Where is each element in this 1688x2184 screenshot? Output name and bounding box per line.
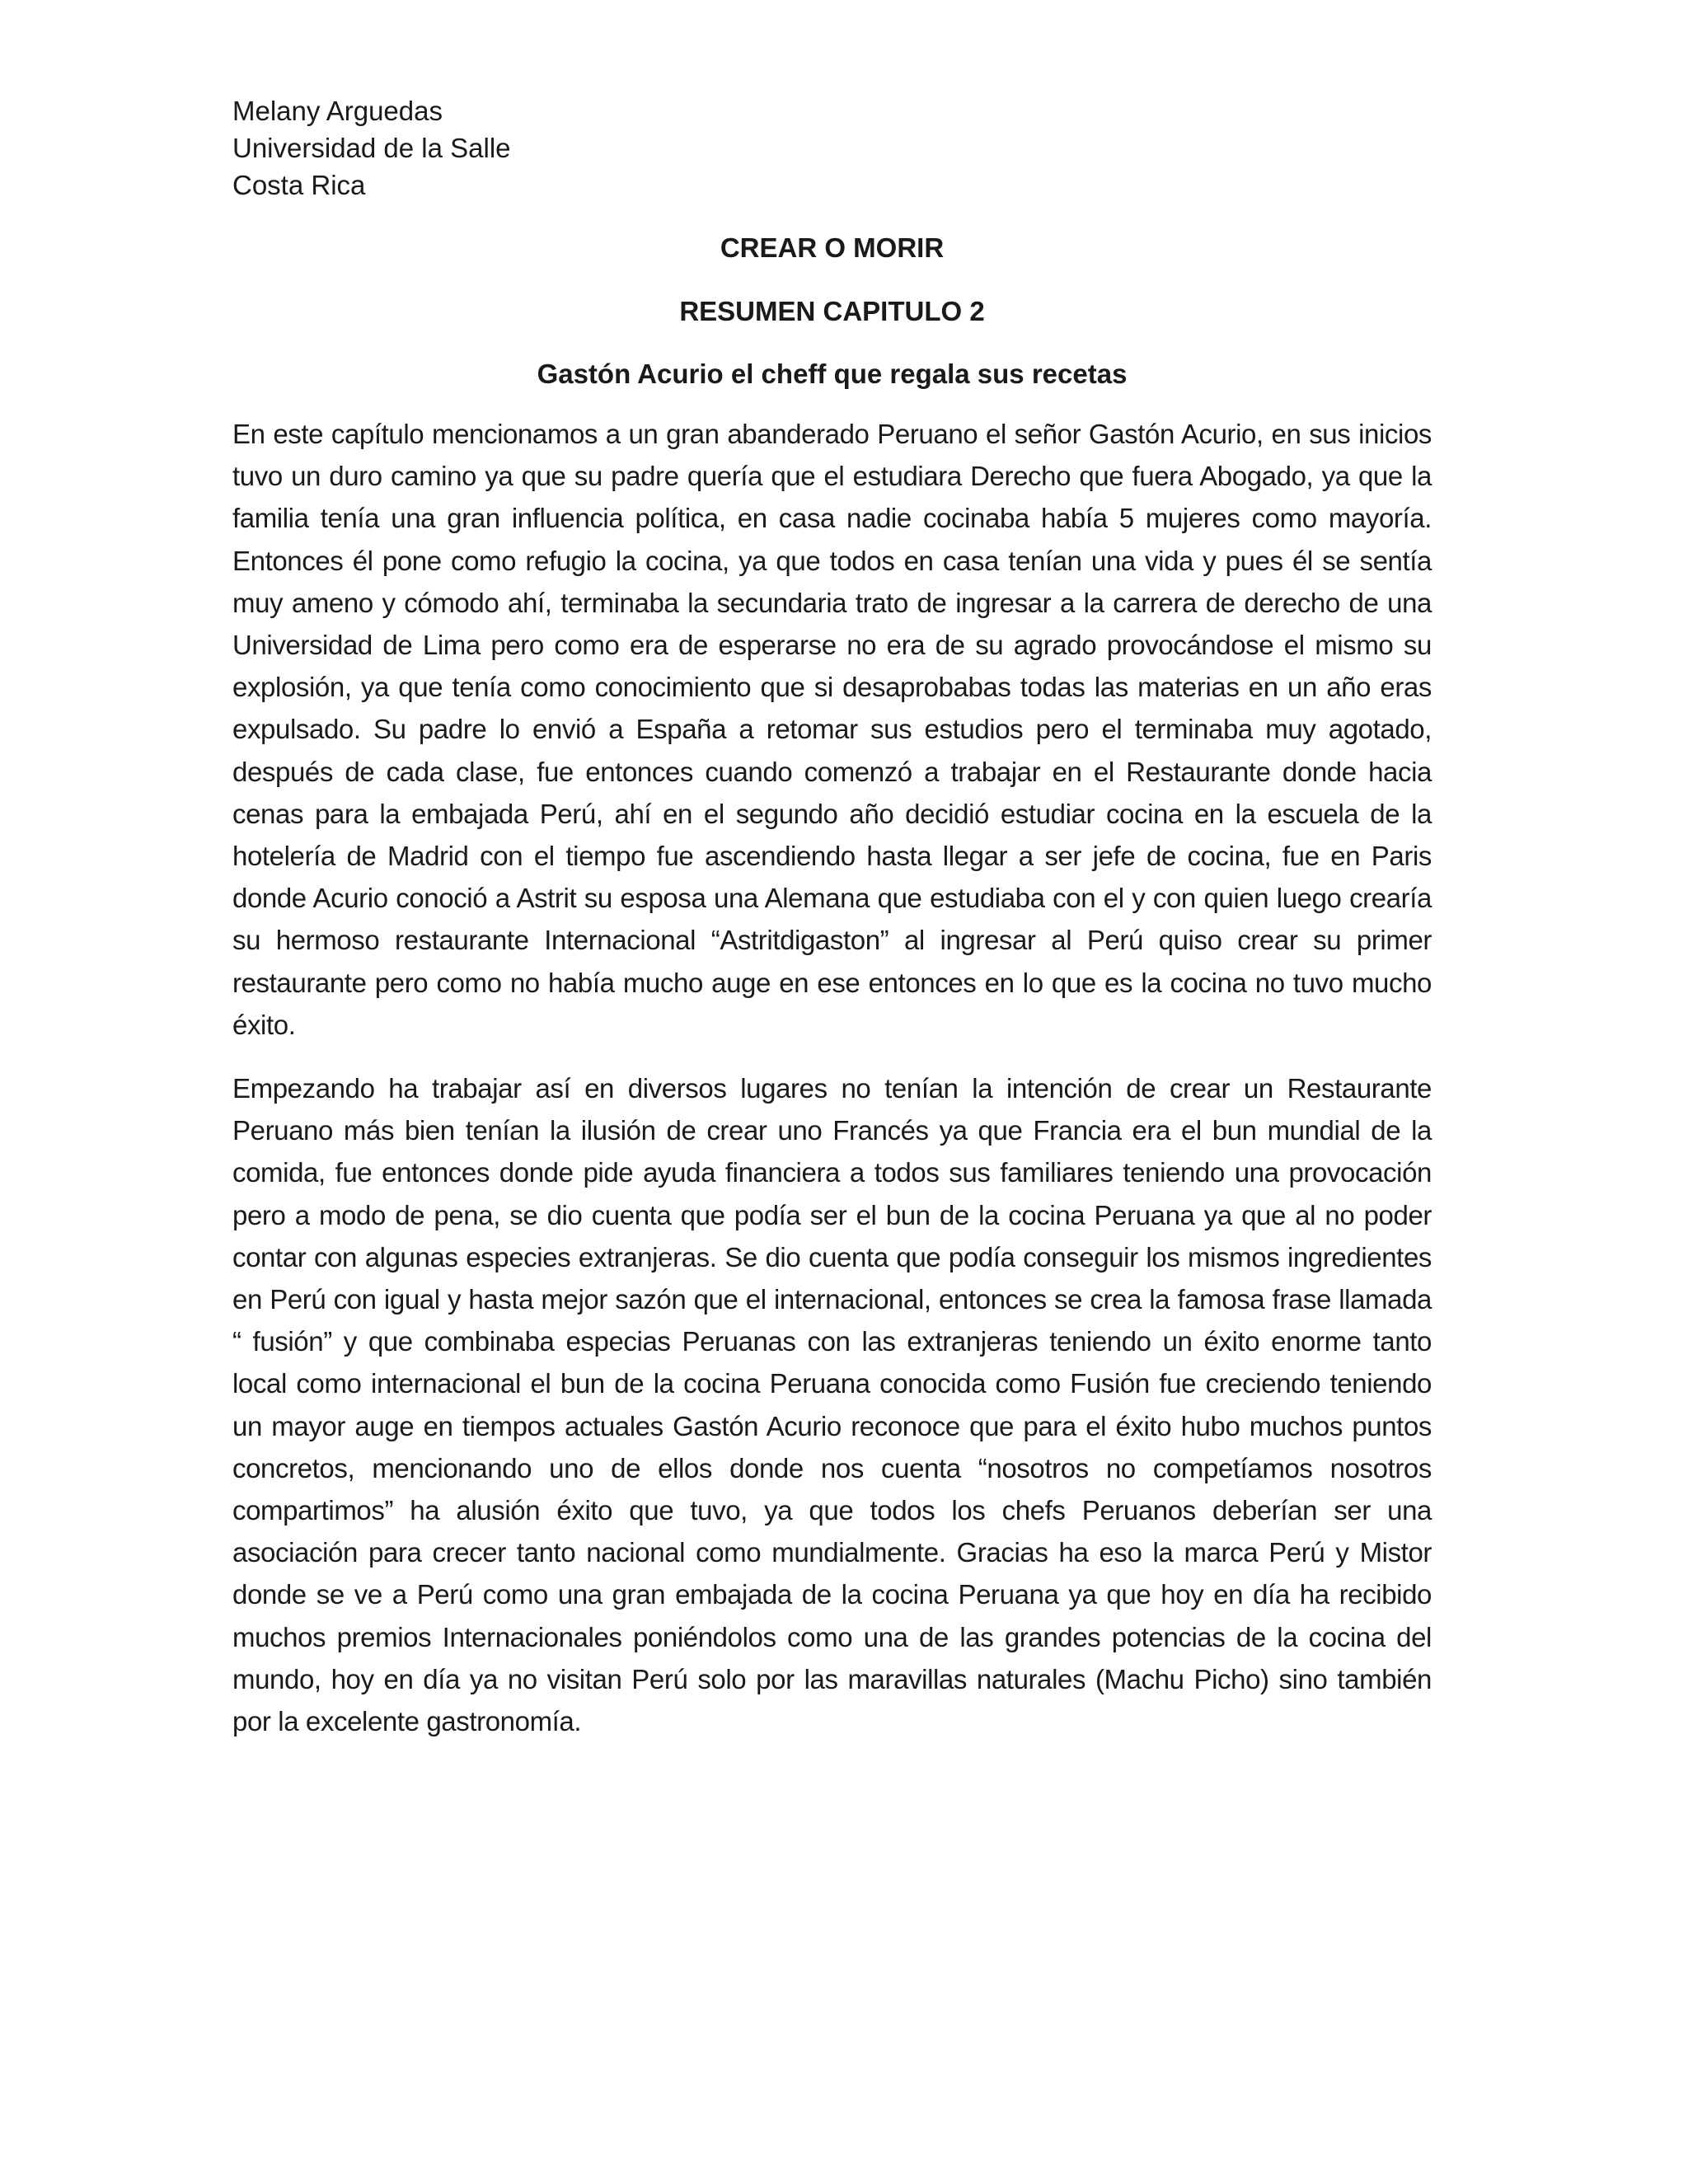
document-subtitle: RESUMEN CAPITULO 2	[679, 296, 985, 326]
author-country: Costa Rica	[232, 170, 366, 200]
paragraph-1: En este capítulo mencionamos a un gran abanderado Peruano el señor Gastón Acurio, en sus inicios tuvo un duro camino ya que su padre quería que el estudiara Derecho que fuera Abogado, ya que la familia tenía una gran influencia política, en casa nadie cocinaba había 5 mujeres como mayoría. Entonces él pone como refugio la cocina, ya que todos en casa tenían una vida y pues él se sentía muy ameno y cómodo ahí, terminaba la secundaria trato de ingresar a la carrera de derecho de una Universidad de Lima pero como era de esperarse no era de su agrado provocándose el mismo su explosión, ya que tenía como conocimiento que si desaprobabas todas las materias en un año eras expulsado. Su padre lo envió a España a retomar sus estudios pero el terminaba muy agotado, después de cada clase, fue entonces cuando comenzó a trabajar en el Restaurante donde hacia cenas para la embajada Perú, ahí en el segundo año decidió estudiar cocina en la escuela de la hotelería de Madrid con el tiempo fue ascendiendo hasta llegar a ser jefe de cocina, fue en Paris donde Acurio conoció a Astrit su esposa una Alemana que estudiaba con el y con quien luego crearía su hermoso restaurante Internacional “Astritdigaston” al ingresar al Perú quiso crear su primer restaurante pero como no había mucho auge en ese entonces en lo que es la cocina no tuvo mucho éxito.	[232, 419, 1432, 1040]
author-header	[232, 92, 1432, 204]
author-name: Melany Arguedas	[232, 96, 443, 126]
document-title: CREAR O MORIR	[720, 232, 945, 263]
document-content	[232, 92, 1432, 1742]
paragraph-2: Empezando ha trabajar así en diversos lugares no tenían la intención de crear un Restaurante Peruano más bien tenían la ilusión de crear uno Francés ya que Francia era el bun mundial de la comida, fue entonces donde pide ayuda financiera a todos sus familiares teniendo una provocación pero a modo de pena, se dio cuenta que podía ser el bun de la cocina Peruana ya que al no poder contar con algunas especies extranjeras. Se dio cuenta que podía conseguir los mismos ingredientes en Perú con igual y hasta mejor sazón que el internacional, entonces se crea la famosa frase llamada “ fusión” y que combinaba especias Peruanas con las extranjeras teniendo un éxito enorme tanto local como internacional el bun de la cocina Peruana conocida como Fusión fue creciendo teniendo un mayor auge en tiempos actuales Gastón Acurio reconoce que para el éxito hubo muchos puntos concretos, mencionando uno de ellos donde nos cuenta “nosotros no competíamos nosotros compartimos” ha alusión éxito que tuvo, ya que todos los chefs Peruanos deberían ser una asociación para crecer tanto nacional como mundialmente. Gracias ha eso la marca Perú y Mistor donde se ve a Perú como una gran embajada de la cocina Peruana ya que hoy en día ha recibido muchos premios Internacionales poniéndolos como una de las grandes potencias de la cocina del mundo, hoy en día ya no visitan Perú solo por las maravillas naturales (Machu Picho) sino también por la excelente gastronomía.	[232, 1073, 1432, 1737]
section-heading: Gastón Acurio el cheff que regala sus recetas	[537, 359, 1128, 389]
author-institution: Universidad de la Salle	[232, 133, 511, 163]
